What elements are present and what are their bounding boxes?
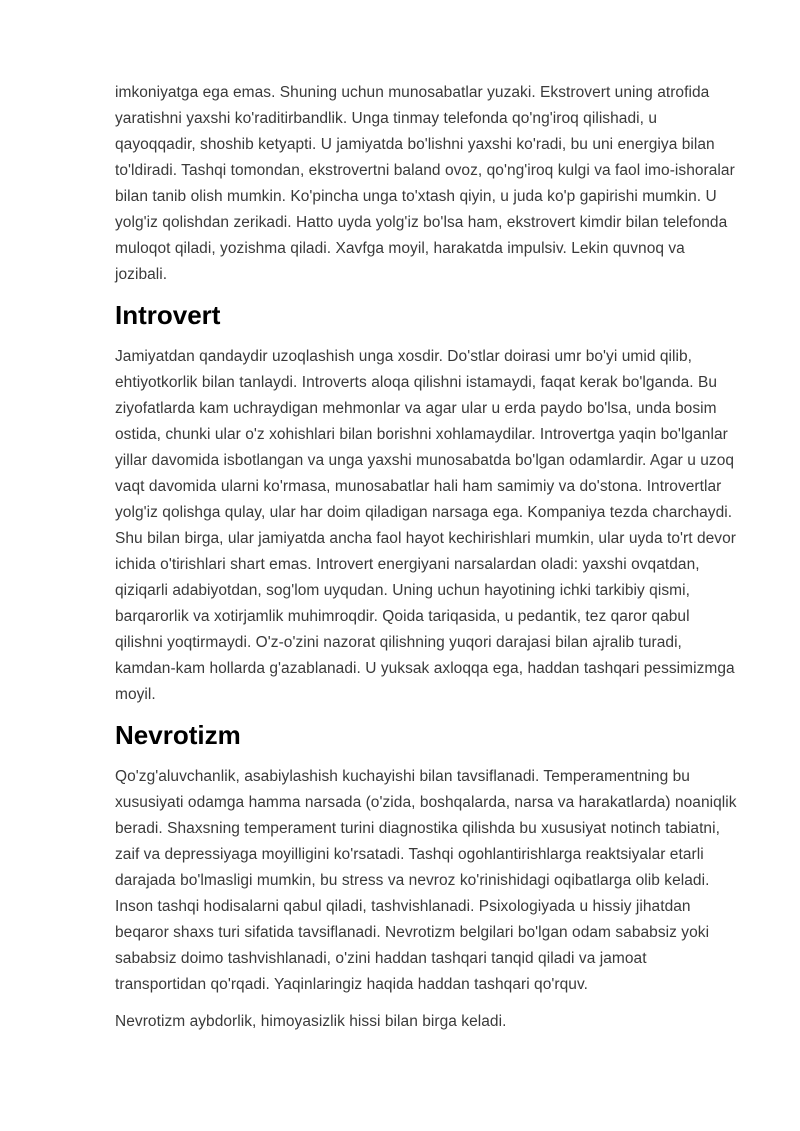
paragraph-introvert: Jamiyatdan qandaydir uzoqlashish unga xosdir. Do'stlar doirasi umr bo'yi umid qilib, ehtiyotkorlik bilan tanlaydi. Introverts aloqa qilishni istamaydi, faqat kerak bo'lganda. Bu ziyofatlarda kam uchraydigan mehmonlar va agar ular u erda paydo bo'lsa, unda bosim ostida, chunki ular o'z xohishlari bilan borishni xohlamaydilar. Introvertga yaqin bo'lganlar yillar davomida isbotlangan va unga yaxshi munosabatda bo'lgan odamlardir. Agar u uzoq vaqt davomida ularni ko'rmasa, munosabatlar hali ham samimiy va do'stona. Introvertlar yolg'iz qolishga qulay, ular har doim qiladigan narsaga ega. Kompaniya tezda charchaydi. Shu bilan birga, ular jamiyatda ancha faol hayot kechirishlari mumkin, ular uyda to'rt devor ichida o'tirishlari shart emas. Introvert energiyani narsalardan oladi: yaxshi ovqatdan, qiziqarli adabiyotdan, sog'lom uyqudan. Uning uchun hayotining ichki tarkibiy qismi, barqarorlik va xotirjamlik muhimroqdir. Qoida tariqasida, u pedantik, tez qaror qabul qilishni yoqtirmaydi. O'z-o'zini nazorat qilishning yuqori darajasi bilan ajralib turadi, kamdan-kam hollarda g'azablanadi. U yuksak axloqqa ega, haddan tashqari pessimizmga moyil. <box>115 348 736 703</box>
heading-nevrotizm: Nevrotizm <box>115 720 241 750</box>
document-page <box>115 80 740 1046</box>
paragraph-extrovert-continued: imkoniyatga ega emas. Shuning uchun munosabatlar yuzaki. Ekstrovert uning atrofida yaratishni yaxshi ko'raditirbandlik. Unga tinmay telefonda qo'ng'iroq qilishadi, u qayoqqadir, shoshib ketyapti. U jamiyatda bo'lishni yaxshi ko'radi, bu uni energiya bilan to'ldiradi. Tashqi tomondan, ekstrovertni baland ovoz, qo'ng'iroq kulgi va faol imo-ishoralar bilan tanib olish mumkin. Ko'pincha unga to'xtash qiyin, u juda ko'p gapirishi mumkin. U yolg'iz qolishdan zerikadi. Hatto uyda yolg'iz bo'lsa ham, ekstrovert kimdir bilan telefonda muloqot qiladi, yozishma qiladi. Xavfga moyil, harakatda impulsiv. Lekin quvnoq va jozibali. <box>115 84 735 283</box>
paragraph-nevrotizm-short: Nevrotizm aybdorlik, himoyasizlik hissi bilan birga keladi. <box>115 1013 507 1030</box>
paragraph-nevrotizm: Qo'zg'aluvchanlik, asabiylashish kuchayishi bilan tavsiflanadi. Temperamentning bu xususiyati odamga hamma narsada (o'zida, boshqalarda, narsa va harakatlarda) noaniqlik beradi. Shaxsning temperament turini diagnostika qilishda bu xususiyat notinch tabiatni, zaif va depressiyaga moyilligini ko'rsatadi. Tashqi ogohlantirishlarga reaktsiyalar etarli darajada bo'lmasligi mumkin, bu stress va nevroz ko'rinishidagi oqibatlarga olib keladi. Inson tashqi hodisalarni qabul qiladi, tashvishlanadi. Psixologiyada u hissiy jihatdan beqaror shaxs turi sifatida tavsiflanadi. Nevrotizm belgilari bo'lgan odam sababsiz yoki sababsiz doimo tashvishlanadi, o'zini haddan tashqari tanqid qiladi va jamoat transportidan qo'rqadi. Yaqinlaringiz haqida haddan tashqari qo'rquv. <box>115 768 737 993</box>
heading-introvert: Introvert <box>115 300 221 330</box>
